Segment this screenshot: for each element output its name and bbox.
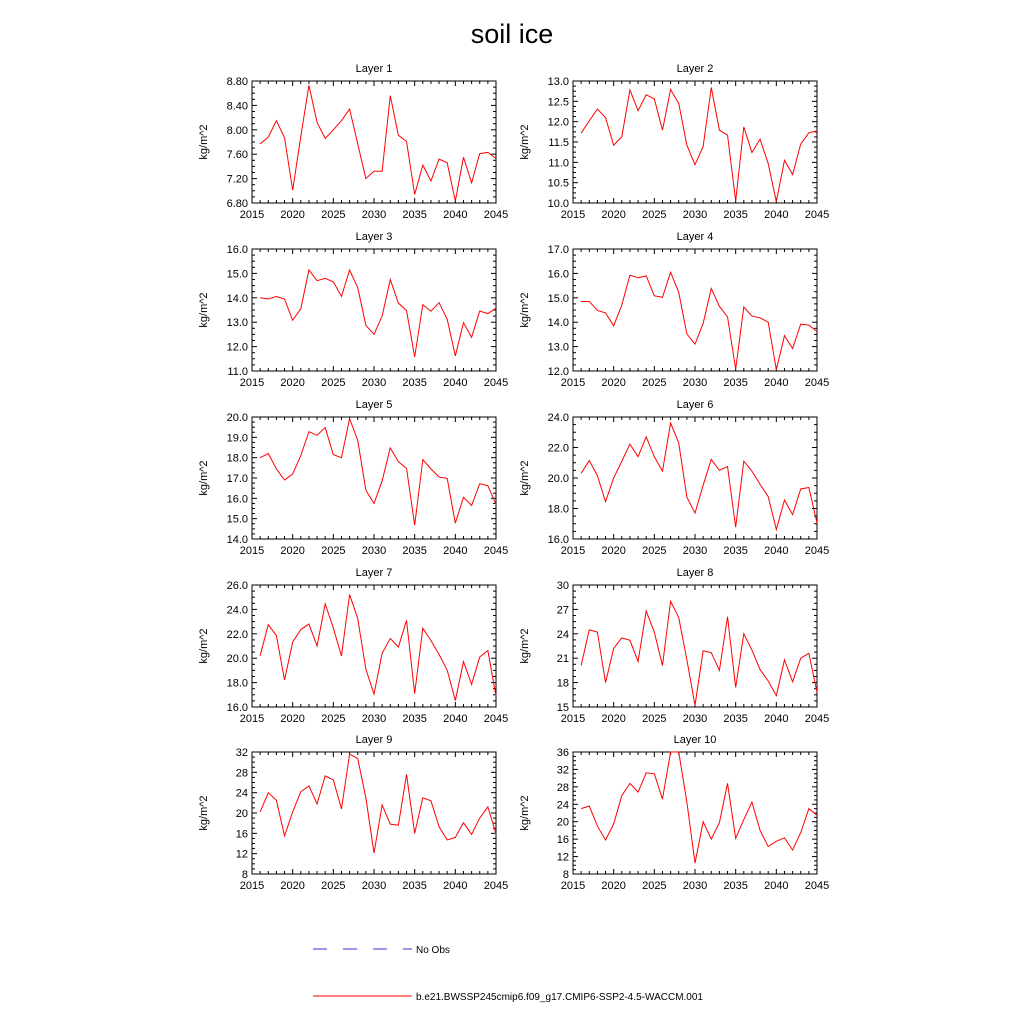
y-tick-label: 20.0 — [547, 473, 569, 485]
legend — [313, 945, 703, 1003]
x-tick-label: 2035 — [723, 377, 748, 389]
y-tick-label: 19.0 — [226, 432, 248, 445]
x-tick-label: 2015 — [560, 377, 586, 389]
x-tick-label: 2020 — [280, 545, 305, 557]
y-tick-label: 16 — [235, 828, 248, 841]
x-tick-label: 2020 — [601, 545, 626, 557]
x-tick-label: 2025 — [321, 377, 346, 389]
x-tick-label: 2040 — [764, 880, 789, 892]
series-line — [581, 423, 817, 529]
series-line — [260, 754, 496, 853]
y-tick-label: 20.0 — [226, 653, 248, 666]
y-tick-label: 12 — [235, 848, 248, 861]
x-tick-label: 2045 — [483, 209, 509, 221]
y-tick-label: 13.0 — [226, 317, 248, 330]
y-tick-label: 16 — [556, 834, 569, 847]
panel-title: Layer 3 — [355, 231, 393, 243]
series-line — [260, 419, 496, 526]
y-tick-label: 18 — [556, 677, 569, 690]
x-tick-label: 2045 — [483, 545, 509, 557]
series-line — [581, 752, 817, 863]
panel-title: Layer 9 — [355, 734, 393, 746]
x-tick-label: 2045 — [483, 377, 509, 389]
x-tick-label: 2015 — [560, 209, 586, 221]
x-tick-label: 2035 — [402, 377, 427, 389]
x-tick-label: 2045 — [483, 880, 509, 892]
y-tick-label: 28 — [235, 767, 248, 780]
plot-frame — [252, 752, 496, 874]
y-tick-label: 24.0 — [226, 604, 248, 617]
y-tick-label: 16.0 — [226, 702, 248, 714]
panel-layer-1 — [198, 63, 508, 221]
x-tick-label: 2025 — [642, 377, 667, 389]
x-tick-label: 2015 — [239, 377, 265, 389]
plot-frame — [573, 585, 817, 707]
x-tick-label: 2015 — [239, 713, 265, 725]
panel-layer-4 — [519, 231, 829, 389]
y-tick-label: 15.0 — [226, 268, 248, 281]
panel-layer-10 — [519, 734, 829, 892]
x-tick-label: 2015 — [239, 209, 265, 221]
y-tick-label: 30 — [556, 580, 569, 592]
y-axis-label: kg/m^2 — [198, 460, 210, 496]
panel-title: Layer 7 — [355, 567, 393, 579]
y-tick-label: 12.0 — [226, 341, 248, 354]
panels — [198, 63, 829, 892]
y-axis-label: kg/m^2 — [519, 292, 531, 328]
y-tick-label: 12.5 — [547, 96, 569, 109]
y-tick-label: 17.0 — [226, 473, 248, 485]
panel-title: Layer 8 — [676, 567, 714, 579]
series-line — [260, 85, 496, 201]
legend-obs-label: No Obs — [416, 945, 450, 956]
y-tick-label: 24 — [556, 799, 569, 812]
x-tick-label: 2030 — [361, 545, 387, 557]
y-axis-label: kg/m^2 — [198, 292, 210, 328]
panel-title: Layer 4 — [676, 231, 714, 243]
x-tick-label: 2030 — [361, 713, 387, 725]
figure-title: soil ice — [470, 19, 554, 49]
y-tick-label: 11.5 — [548, 137, 569, 149]
x-tick-label: 2025 — [642, 713, 667, 725]
x-tick-label: 2040 — [443, 209, 468, 221]
x-tick-label: 2030 — [682, 545, 708, 557]
y-tick-label: 16.0 — [226, 493, 248, 506]
x-tick-label: 2035 — [723, 713, 748, 725]
plot-frame — [573, 417, 817, 539]
y-tick-label: 14.0 — [226, 292, 248, 305]
plot-frame — [252, 585, 496, 707]
x-tick-label: 2030 — [682, 880, 708, 892]
y-tick-label: 20 — [235, 808, 248, 820]
y-tick-label: 22.0 — [547, 442, 569, 455]
x-tick-label: 2040 — [443, 713, 468, 725]
x-tick-label: 2030 — [682, 713, 708, 725]
y-tick-label: 12.0 — [547, 116, 569, 129]
x-tick-label: 2020 — [601, 377, 626, 389]
x-tick-label: 2045 — [804, 880, 830, 892]
panel-layer-3 — [198, 231, 508, 389]
panel-title: Layer 2 — [676, 63, 714, 75]
y-tick-label: 21 — [556, 653, 569, 666]
x-tick-label: 2045 — [804, 545, 830, 557]
y-tick-label: 7.20 — [226, 173, 248, 186]
y-axis-label: kg/m^2 — [519, 460, 531, 496]
y-tick-label: 8.40 — [226, 100, 248, 113]
x-tick-label: 2020 — [280, 209, 305, 221]
y-tick-label: 24 — [235, 787, 248, 800]
y-tick-label: 22.0 — [226, 628, 248, 641]
y-tick-label: 8.80 — [226, 76, 248, 88]
series-line — [260, 270, 496, 357]
y-axis-label: kg/m^2 — [198, 795, 210, 831]
x-tick-label: 2015 — [560, 545, 586, 557]
x-tick-label: 2035 — [723, 880, 748, 892]
x-tick-label: 2045 — [804, 209, 830, 221]
y-tick-label: 15.0 — [226, 513, 248, 526]
y-tick-label: 13.0 — [547, 341, 569, 354]
x-tick-label: 2035 — [402, 209, 427, 221]
panel-layer-5 — [198, 399, 508, 557]
x-tick-label: 2040 — [443, 880, 468, 892]
x-tick-label: 2025 — [321, 880, 346, 892]
x-tick-label: 2030 — [361, 209, 387, 221]
y-tick-label: 15 — [556, 702, 569, 714]
series-line — [581, 272, 817, 370]
x-tick-label: 2025 — [642, 880, 667, 892]
y-tick-label: 12 — [556, 851, 569, 864]
y-tick-label: 12.0 — [547, 366, 569, 378]
y-axis-label: kg/m^2 — [198, 124, 210, 160]
x-tick-label: 2015 — [560, 880, 586, 892]
series-line — [581, 88, 817, 202]
y-tick-label: 14.0 — [226, 534, 248, 546]
y-tick-label: 11.0 — [227, 366, 248, 378]
y-tick-label: 20 — [556, 816, 569, 829]
plot-frame — [252, 417, 496, 539]
x-tick-label: 2040 — [443, 377, 468, 389]
x-tick-label: 2040 — [764, 713, 789, 725]
y-tick-label: 18.0 — [226, 452, 248, 465]
x-tick-label: 2035 — [402, 880, 427, 892]
series-line — [260, 595, 496, 701]
y-tick-label: 32 — [556, 764, 569, 777]
y-tick-label: 17.0 — [547, 244, 569, 256]
x-tick-label: 2015 — [560, 713, 586, 725]
x-tick-label: 2020 — [601, 209, 626, 221]
x-tick-label: 2020 — [601, 713, 626, 725]
y-tick-label: 32 — [235, 747, 248, 759]
x-tick-label: 2040 — [764, 209, 789, 221]
x-tick-label: 2045 — [804, 713, 830, 725]
panel-title: Layer 5 — [355, 399, 393, 411]
panel-layer-6 — [519, 399, 829, 557]
y-tick-label: 13.0 — [547, 76, 569, 88]
panel-title: Layer 10 — [673, 734, 717, 746]
y-tick-label: 15.0 — [547, 292, 569, 305]
y-tick-label: 8 — [241, 869, 248, 881]
x-tick-label: 2030 — [361, 880, 387, 892]
y-tick-label: 6.80 — [226, 198, 248, 210]
x-tick-label: 2030 — [682, 209, 708, 221]
x-tick-label: 2025 — [321, 713, 346, 725]
y-axis-label: kg/m^2 — [519, 628, 531, 664]
x-tick-label: 2035 — [723, 209, 748, 221]
y-tick-label: 16.0 — [547, 268, 569, 281]
x-tick-label: 2030 — [682, 377, 708, 389]
x-tick-label: 2020 — [280, 377, 305, 389]
x-tick-label: 2025 — [321, 209, 346, 221]
legend-model-label: b.e21.BWSSP245cmip6.f09_g17.CMIP6-SSP2-4.5-WACCM.001 — [416, 992, 703, 1003]
y-tick-label: 8 — [562, 869, 569, 881]
x-tick-label: 2045 — [483, 713, 509, 725]
series-line — [581, 601, 817, 705]
x-tick-label: 2025 — [642, 545, 667, 557]
panel-layer-7 — [198, 567, 508, 725]
x-tick-label: 2025 — [642, 209, 667, 221]
x-tick-label: 2045 — [804, 377, 830, 389]
y-tick-label: 16.0 — [226, 244, 248, 256]
plot-frame — [252, 81, 496, 203]
y-tick-label: 18.0 — [547, 503, 569, 516]
x-tick-label: 2030 — [361, 377, 387, 389]
x-tick-label: 2035 — [402, 713, 427, 725]
plot-frame — [573, 81, 817, 203]
x-tick-label: 2015 — [239, 545, 265, 557]
x-tick-label: 2035 — [723, 545, 748, 557]
plot-frame — [573, 752, 817, 874]
x-tick-label: 2040 — [764, 377, 789, 389]
panel-title: Layer 6 — [676, 399, 714, 411]
y-tick-label: 28 — [556, 781, 569, 794]
x-tick-label: 2020 — [280, 713, 305, 725]
y-tick-label: 7.60 — [226, 149, 248, 162]
panel-layer-9 — [198, 734, 508, 892]
y-tick-label: 26.0 — [226, 580, 248, 592]
x-tick-label: 2020 — [601, 880, 626, 892]
panel-title: Layer 1 — [355, 63, 393, 75]
panel-layer-2 — [519, 63, 829, 221]
x-tick-label: 2015 — [239, 880, 265, 892]
y-axis-label: kg/m^2 — [519, 124, 531, 160]
panel-layer-8 — [519, 567, 829, 725]
x-tick-label: 2040 — [764, 545, 789, 557]
x-tick-label: 2025 — [321, 545, 346, 557]
y-tick-label: 24.0 — [547, 412, 569, 424]
y-tick-label: 16.0 — [547, 534, 569, 546]
y-tick-label: 27 — [556, 604, 569, 617]
y-axis-label: kg/m^2 — [198, 628, 210, 664]
y-tick-label: 10.0 — [547, 198, 569, 210]
y-tick-label: 20.0 — [226, 412, 248, 424]
y-tick-label: 24 — [556, 628, 569, 641]
y-axis-label: kg/m^2 — [519, 795, 531, 831]
x-tick-label: 2020 — [280, 880, 305, 892]
y-tick-label: 14.0 — [547, 317, 569, 330]
y-tick-label: 11.0 — [548, 157, 569, 170]
x-tick-label: 2035 — [402, 545, 427, 557]
y-tick-label: 10.5 — [547, 177, 569, 190]
y-tick-label: 18.0 — [226, 677, 248, 690]
x-tick-label: 2040 — [443, 545, 468, 557]
y-tick-label: 36 — [556, 747, 569, 759]
y-tick-label: 8.00 — [226, 124, 248, 137]
